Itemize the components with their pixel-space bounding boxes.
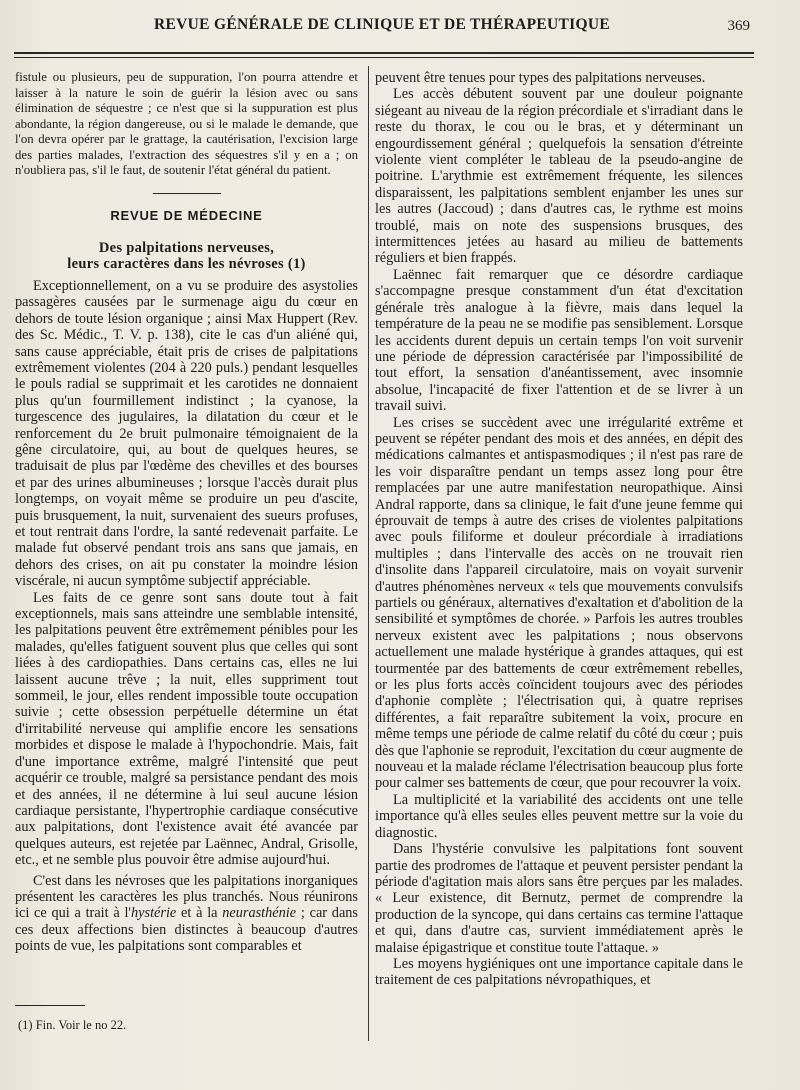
- right-column: [375, 70, 743, 989]
- paragraph-3-italic-hysterie: hystérie: [131, 905, 177, 922]
- right-paragraph-5: Dans l'hystérie convulsive les palpitations font souvent partie des prodromes de l'attaque et peuvent persister pendant la période d'agitation mais alors sans être perçues par les malades. « Leur existence, dit Bernutz, permet de comprendre la production de la syncope, qui dans certains cas termine l'attaque et qui, dans d'autre cas, survient immédiatement après le malaise épigastrique et constitue toute l'attaque. »: [375, 841, 743, 956]
- section-title: REVUE DE MÉDECINE: [110, 207, 263, 223]
- paragraph-1: Exceptionnellement, on a vu se produire des asystolies passagères causées par le surmenage aigu du cœur en dehors de toute lésion organique ; ainsi Max Huppert (Rev. des Sc. Médic., T. V. p. 138), cite le cas d'un aliéné qui, sans cause appréciable, était pris de crises de palpitations extrêmement violentes (204 à 220 puls.) pendant lesquelles le pouls radial se supprimait et les carotides ne donnaient plus qu'un fourmillement indistinct ; la cyanose, la turgescence des jugulaires, la dilatation du cœur et le renforcement du 2e bruit pulmonaire témoignaient de la gêne circulatoire, qui, au bout de quelques heures, se traduisait de plus par l'œdème des chevilles et des bourses et par des urines albumineuses ; lorsque l'accès durait plus longtemps, on voyait même se produire un peu d'ascite, puis brusquement, la nuit, survenaient des sueurs profuses, et tout rentrait dans l'ordre, la santé redevenait parfaite. Le malade fut observé pendant trois ans sans que jamais, en dehors des crises, on ait pu constater la moindre lésion viscérale, ni aucun symptôme subjectif appréciable.: [15, 277, 358, 590]
- paragraph-2: Les faits de ce genre sont sans doute tout à fait exceptionnels, mais sans atteindre une semblable intensité, les palpitations peuvent être extrêmement pénibles pour les malades, qu'elles fatiguent souvent plus que celles qui sont liées à des cardiopathies. Dans certains cas, elles ne lui laissent aucune trêve ; la nuit, elles suppriment tout sommeil, le jour, elles rendent impossible toute occupation suivie ; cette obsession perpétuelle détermine un état d'irritabilité nerveuse qui amplifie encore les sensations morbides et dispose le malade à l'hypochondrie. Mais, fait d'une importance extrême, malgré l'intensité que peut acquérir ce trouble, malgré sa persistance pendant des mois et des années, il ne détermine à lui seul aucune lésion cardiaque persistante, l'hypertrophie cardiaque consécutive aux palpitations, dont l'existence avait été avancée par quelques auteurs, est rejetée par Laënnec, Andral, Grisolle, etc., et ne semble plus pouvoir être admise aujourd'hui.: [15, 589, 358, 869]
- right-paragraph-1: Les accès débutent souvent par une douleur poignante siégeant au niveau de la région précordiale et s'irradiant dans le reste du thorax, le cou ou le bras, et y déterminant un engourdissement général ; quelquefois la sensation d'étreinte violente vient compléter le tableau de la pseudo-angine de poitrine. L'arythmie est extrêmement fréquente, les silences disparaissent, les palpitations semblent enjamber les unes sur les autres (Jaccoud) ; dans d'autres cas, le rythme est moins troublé, mais on note des suspensions brusques, des intermittences jetées au hasard au milieu de battements réguliers et bien frappés.: [375, 86, 743, 267]
- footnote-rule: [15, 1005, 85, 1006]
- paragraph-3-text-c: ; car dans ces deux affections bien distinctes à beaucoup d'autres points de vue, les palpitations sont comparables et: [15, 905, 359, 955]
- article-title: [15, 240, 358, 272]
- paragraph-3-text-b: et à la: [176, 905, 223, 922]
- paragraph-3-italic-neurasthenie: neurasthénie: [222, 905, 297, 922]
- right-paragraph-0: peuvent être tenues pour types des palpitations nerveuses.: [375, 70, 706, 86]
- page-number: 369: [727, 18, 750, 34]
- header-rule: [14, 52, 754, 58]
- section-separator: [153, 193, 221, 194]
- article-title-line-2: leurs caractères dans les névroses (1): [67, 255, 306, 272]
- article-title-line-1: Des palpitations nerveuses,: [98, 239, 275, 256]
- intro-paragraph: fistule ou plusieurs, peu de suppuration, l'on pourra attendre et laisser à la nature le soin de guérir la lésion avec ou sans élimination de séquestre ; ce n'est que si la suppuration est plus abondante, la région dangereuse, ou si le malade le demande, que l'on devra opérer par le grattage, la cautérisation, l'excision large des parties malades, l'extraction des séquestres s'il y en a ; on n'oubliera pas, s'il le faut, de soutenir l'état général du patient.: [15, 70, 358, 177]
- running-header: [14, 16, 750, 40]
- right-paragraph-4: La multiplicité et la variabilité des accidents ont une telle importance qu'à elles seules elles peuvent mettre sur la voie du diagnostic.: [375, 791, 743, 841]
- footnote: (1) Fin. Voir le no 22.: [18, 1018, 127, 1032]
- left-column: [15, 70, 358, 955]
- paragraph-3-text-a: C'est dans les névroses que les palpitations inorganiques présentent les caractères les plus tranchés. Nous réunirons ici ce qui a trait à l': [15, 872, 358, 922]
- right-paragraph-2: Laënnec fait remarquer que ce désordre cardiaque s'accompagne presque constamment d'un état d'excitation générale très analogue à la fièvre, mais dans lequel la température de la peau ne se modifie pas sensiblement. Lorsque les accidents durent depuis un certain temps l'on voit survenir une période de dépression caractérisée par l'impossibilité de tout effort, la sensation d'anéantissement, avec insomnie absolue, l'incapacité de fixer l'attention et de se livrer à un travail suivi.: [375, 266, 743, 415]
- right-paragraph-6: Les moyens hygiéniques ont une importance capitale dans le traitement de ces palpitations névropathiques, et: [375, 955, 743, 989]
- column-divider: [368, 66, 369, 1041]
- right-paragraph-3: Les crises se succèdent avec une irrégularité extrême et peuvent se répéter pendant des mois et des années, en dépit des médications calmantes et antispasmodiques ; il n'est pas rare de les voir disparaître pendant un temps assez long pour être remplacées par une autre manifestation neuropathique. Ainsi Andral rapporte, dans sa clinique, le fait d'une jeune femme qui éprouvait de temps à autre des crises de violentes palpitations avec pouls filiforme et douleur précordiale à irradiations multiples ; dans l'intervalle des accès on ne trouvait rien d'insolite dans l'appareil circulatoire, mais on voyait survenir d'autres phénomènes nerveux « tels que mouvements convulsifs partiels ou généraux, alternatives d'exaltation et d'abolition de la sensibilité et symptômes de chorée. » Parfois les autres troubles nerveux existent avec les palpitations ; nous observons actuellement une malade hystérique à grandes attaques, qui est tourmentée par des battements de cœur extrêmement rebelles, or les plus forts accès coïncident toujours avec des périodes d'aphonie complète ; l'électrisation qui, à quatre reprises différentes, a fait reparaître subitement la voix, procure en même temps une période de calme relatif du côté du cœur ; puis dès que l'aphonie se reproduit, l'excitation du cœur augmente de nouveau et la malade réclame l'électrisation beaucoup plus forte pour calmer ses battements de cœur, que pour recouvrer la voix.: [375, 414, 743, 792]
- paragraph-3: [15, 873, 358, 955]
- journal-title: REVUE GÉNÉRALE DE CLINIQUE ET DE THÉRAPEUTIQUE: [154, 16, 610, 33]
